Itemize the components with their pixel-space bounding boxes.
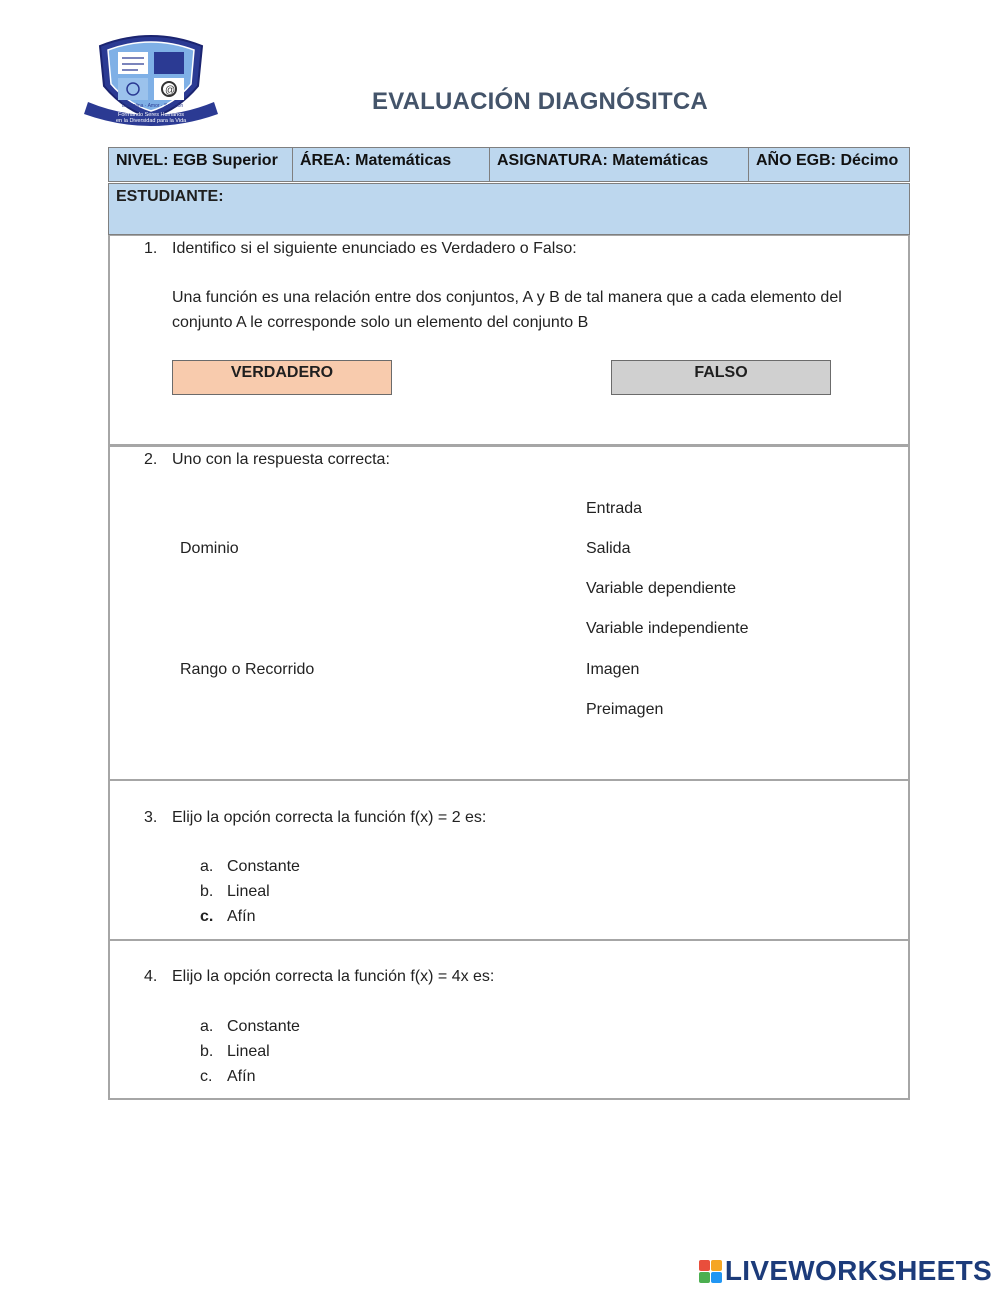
- liveworksheets-brand: LIVEWORKSHEETS: [724, 1255, 992, 1286]
- question-3-section: [108, 780, 910, 941]
- option-letter: b.: [200, 1043, 214, 1060]
- crest-motto: Disciplina · Amor · Solución: [122, 103, 184, 109]
- liveworksheets-footer: [699, 1253, 992, 1289]
- option-c[interactable]: Afín: [227, 1068, 256, 1085]
- question-4-section: [108, 940, 910, 1100]
- match-right-item[interactable]: Variable dependiente: [586, 580, 737, 597]
- mark-square: [711, 1272, 722, 1283]
- option-letter: a.: [200, 1018, 214, 1035]
- match-left-item[interactable]: Dominio: [180, 540, 239, 557]
- mark-square: [699, 1260, 710, 1271]
- school-crest-logo: [78, 28, 224, 128]
- question-3-prompt: Elijo la opción correcta la función f(x) = 2 es:: [172, 809, 487, 826]
- question-3-number: 3.: [144, 809, 158, 826]
- option-letter: c.: [200, 908, 214, 925]
- match-right-item[interactable]: Imagen: [586, 661, 640, 678]
- area-cell: ÁREA: Matemáticas: [292, 147, 490, 182]
- match-right-item[interactable]: Entrada: [586, 500, 643, 517]
- match-right-item[interactable]: Variable independiente: [586, 620, 749, 637]
- match-right-item[interactable]: Preimagen: [586, 701, 664, 718]
- question-1-prompt: Identifico si el siguiente enunciado es Verdadero o Falso:: [172, 240, 577, 257]
- question-4-prompt: Elijo la opción correcta la función f(x) = 4x es:: [172, 968, 495, 985]
- question-1-statement-line2: conjunto A le corresponde solo un elemento del conjunto B: [172, 314, 589, 331]
- option-b[interactable]: Lineal: [227, 883, 270, 900]
- option-letter: b.: [200, 883, 214, 900]
- student-field[interactable]: ESTUDIANTE:: [108, 183, 910, 235]
- svg-text:@: @: [165, 85, 176, 96]
- liveworksheets-mark-icon: [699, 1260, 722, 1283]
- option-a[interactable]: Constante: [227, 858, 300, 875]
- anio-cell: AÑO EGB: Décimo: [748, 147, 910, 182]
- mark-square: [711, 1260, 722, 1271]
- option-letter: a.: [200, 858, 214, 875]
- question-2-prompt: Uno con la respuesta correcta:: [172, 451, 390, 468]
- question-4-number: 4.: [144, 968, 158, 985]
- option-c[interactable]: Afín: [227, 908, 256, 925]
- option-letter: c.: [200, 1068, 213, 1085]
- crest-ribbon-line2: en la Diversidad para la Vida: [116, 118, 187, 124]
- nivel-cell: NIVEL: EGB Superior: [108, 147, 293, 182]
- match-right-item[interactable]: Salida: [586, 540, 631, 557]
- asignatura-cell: ASIGNATURA: Matemáticas: [489, 147, 749, 182]
- verdadero-option[interactable]: VERDADERO: [172, 360, 392, 395]
- crest-ribbon-line1: Formando Seres Humanos: [118, 112, 185, 118]
- falso-option[interactable]: FALSO: [611, 360, 831, 395]
- option-b[interactable]: Lineal: [227, 1043, 270, 1060]
- question-1-statement-line1: Una función es una relación entre dos conjuntos, A y B de tal manera que a cada elemento del: [172, 289, 842, 306]
- question-2-number: 2.: [144, 451, 158, 468]
- mark-square: [699, 1272, 710, 1283]
- info-header-row: [108, 147, 910, 184]
- question-2-section: [108, 446, 910, 781]
- match-left-item[interactable]: Rango o Recorrido: [180, 661, 315, 678]
- option-a[interactable]: Constante: [227, 1018, 300, 1035]
- page-title: EVALUACIÓN DIAGNÓSITCA: [372, 88, 708, 115]
- question-1-number: 1.: [144, 240, 158, 257]
- question-1-section: [108, 235, 910, 446]
